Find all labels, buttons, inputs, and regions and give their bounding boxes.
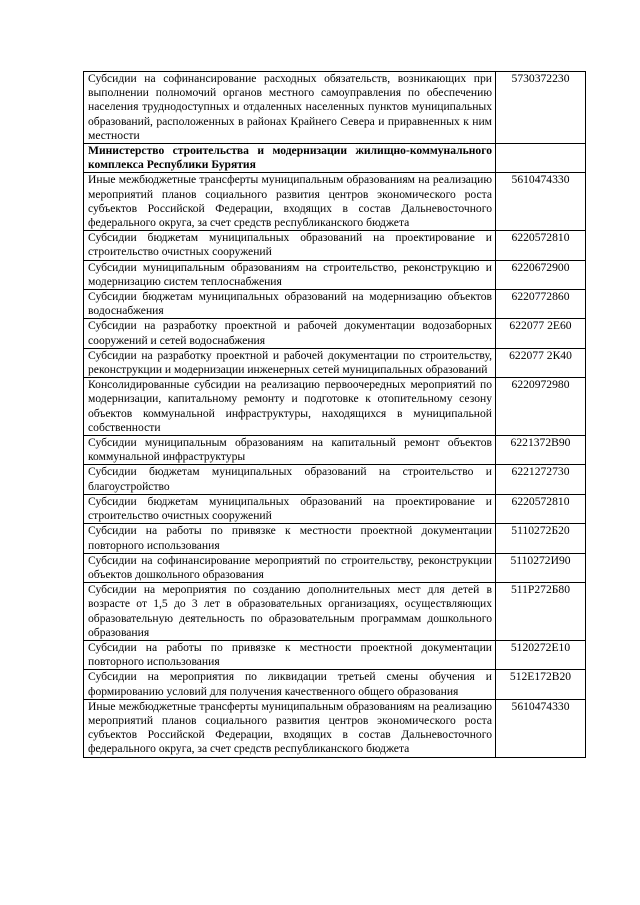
budget-code: 511Р272Б80 bbox=[496, 583, 586, 641]
budget-code: 6220572810 bbox=[496, 494, 586, 523]
table-row bbox=[84, 465, 586, 494]
subsidy-description: Субсидии муниципальным образованиям на строительство, реконструкцию и модернизацию систем теплоснабжения bbox=[84, 260, 496, 289]
table-row bbox=[84, 670, 586, 699]
subsidy-description: Иные межбюджетные трансферты муниципальным образованиям на реализацию мероприятий планов социального развития центров экономического роста субъектов Российской Федерации, входящих в состав Дальневосточного федерального округа, за счет средств республиканского бюджета bbox=[84, 173, 496, 231]
table-row bbox=[84, 231, 586, 260]
budget-code: 6220972980 bbox=[496, 378, 586, 436]
table-row bbox=[84, 583, 586, 641]
table-body bbox=[84, 72, 586, 758]
subsidy-description: Субсидии бюджетам муниципальных образований на строительство и благоустройство bbox=[84, 465, 496, 494]
budget-code: 6221372В90 bbox=[496, 436, 586, 465]
table-row bbox=[84, 348, 586, 377]
table-row bbox=[84, 699, 586, 757]
subsidy-description: Субсидии бюджетам муниципальных образований на проектирование и строительство очистных сооружений bbox=[84, 494, 496, 523]
table-row bbox=[84, 319, 586, 348]
subsidy-description: Субсидии на разработку проектной и рабочей документации по строительству, реконструкции и модернизации инженерных сетей муниципальных образований bbox=[84, 348, 496, 377]
subsidy-description: Консолидированные субсидии на реализацию первоочередных мероприятий по модернизации, капитальному ремонту и подготовке к отопительному сезону объектов коммунальной инфраструктуры, находящихся в муниципальной собственности bbox=[84, 378, 496, 436]
budget-code: 622077 2Е60 bbox=[496, 319, 586, 348]
table-row bbox=[84, 72, 586, 144]
subsidy-description: Субсидии бюджетам муниципальных образований на модернизацию объектов водоснабжения bbox=[84, 290, 496, 319]
budget-code: 512Е172В20 bbox=[496, 670, 586, 699]
subsidy-description: Субсидии на работы по привязке к местности проектной документации повторного использования bbox=[84, 640, 496, 669]
budget-code: 5610474330 bbox=[496, 173, 586, 231]
subsidies-table bbox=[83, 71, 586, 758]
budget-code: 5110272Б20 bbox=[496, 524, 586, 553]
subsidy-description: Субсидии на софинансирование расходных обязательств, возникающих при выполнении полномочий органов местного самоуправления по обеспечению населения труднодоступных и отдаленных населенных пунктов муниципальных образований, расположенных в районах Крайнего Севера и приравненных к ним местности bbox=[84, 72, 496, 144]
table-row bbox=[84, 260, 586, 289]
table-row bbox=[84, 640, 586, 669]
table-row bbox=[84, 378, 586, 436]
ministry-heading: Министерство строительства и модернизации жилищно-коммунального комплекса Республики Бурятия bbox=[84, 144, 496, 173]
budget-code bbox=[496, 144, 586, 173]
table-row bbox=[84, 290, 586, 319]
table-row bbox=[84, 173, 586, 231]
budget-code: 6220772860 bbox=[496, 290, 586, 319]
section-heading-row bbox=[84, 144, 586, 173]
budget-code: 5610474330 bbox=[496, 699, 586, 757]
subsidy-description: Субсидии на разработку проектной и рабочей документации водозаборных сооружений и сетей водоснабжения bbox=[84, 319, 496, 348]
budget-code: 622077 2К40 bbox=[496, 348, 586, 377]
subsidy-description: Субсидии на работы по привязке к местности проектной документации повторного использования bbox=[84, 524, 496, 553]
budget-code: 5120272Е10 bbox=[496, 640, 586, 669]
table-row bbox=[84, 553, 586, 582]
subsidy-description: Субсидии бюджетам муниципальных образований на проектирование и строительство очистных сооружений bbox=[84, 231, 496, 260]
budget-code: 6220572810 bbox=[496, 231, 586, 260]
subsidy-description: Субсидии на мероприятия по ликвидации третьей смены обучения и формированию условий для получения качественного общего образования bbox=[84, 670, 496, 699]
budget-code: 5730372230 bbox=[496, 72, 586, 144]
subsidy-description: Субсидии муниципальным образованиям на капитальный ремонт объектов коммунальной инфраструктуры bbox=[84, 436, 496, 465]
subsidy-description: Субсидии на мероприятия по созданию дополнительных мест для детей в возрасте от 1,5 до 3 лет в образовательных организациях, осуществляющих образовательную деятельность по образовательным программам дошкольного образования bbox=[84, 583, 496, 641]
table-row bbox=[84, 494, 586, 523]
subsidy-description: Иные межбюджетные трансферты муниципальным образованиям на реализацию мероприятий планов социального развития центров экономического роста субъектов Российской Федерации, входящих в состав Дальневосточного федерального округа, за счет средств республиканского бюджета bbox=[84, 699, 496, 757]
subsidy-description: Субсидии на софинансирование мероприятий по строительству, реконструкции объектов дошкольного образования bbox=[84, 553, 496, 582]
budget-code: 6220672900 bbox=[496, 260, 586, 289]
budget-code: 6221272730 bbox=[496, 465, 586, 494]
budget-code: 5110272И90 bbox=[496, 553, 586, 582]
table-row bbox=[84, 436, 586, 465]
table-row bbox=[84, 524, 586, 553]
